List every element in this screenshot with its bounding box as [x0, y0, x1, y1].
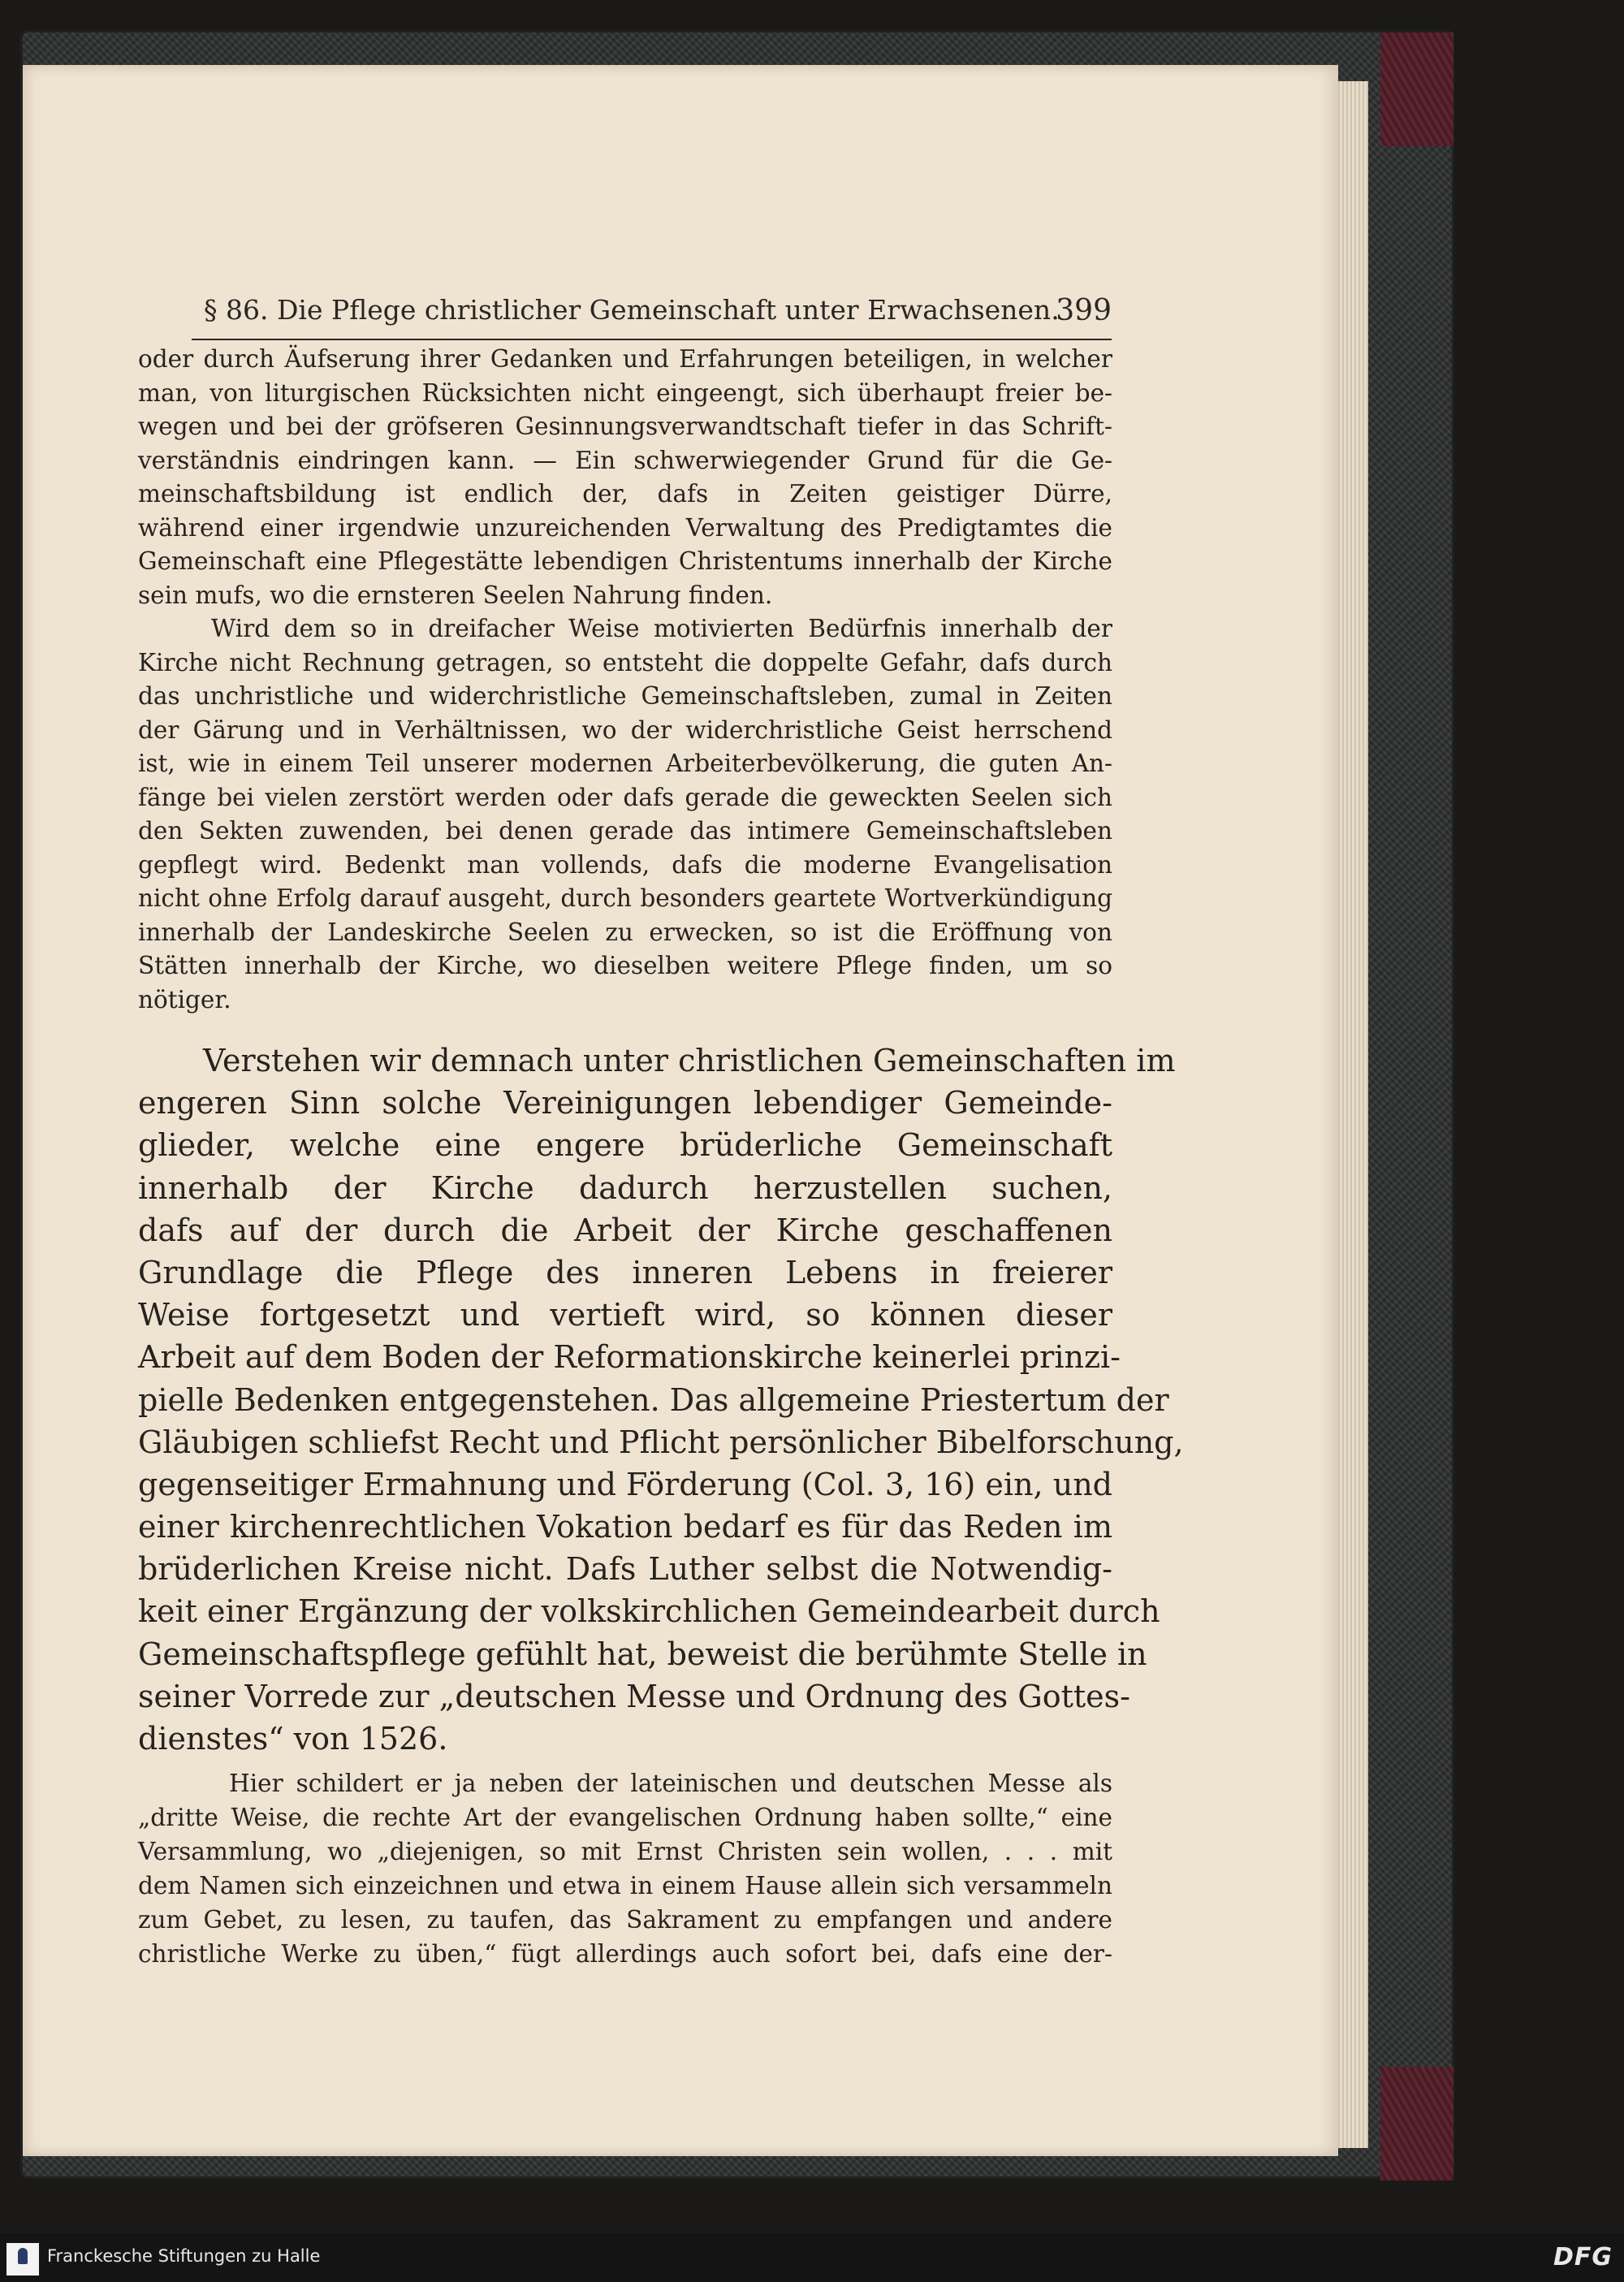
book-page	[23, 65, 1338, 2156]
text-line: sein mufs, wo die ernsteren Seelen Nahrung finden.	[138, 581, 773, 609]
text-line: einer kirchenrechtlichen Vokation bedarf es für das Reden im	[138, 1509, 1112, 1545]
institution-name: Franckesche Stiftungen zu Halle	[47, 2246, 321, 2266]
text-line: nicht ohne Erfolg darauf ausgeht, durch besonders geartete Wortverkündigung	[138, 884, 1112, 912]
text-line: den Sekten zuwenden, bei denen gerade das intimere Gemeinschaftsleben	[138, 817, 1112, 845]
text-line: Weise fortgesetzt und vertieft wird, so können dieser	[138, 1297, 1112, 1333]
text-line: ist, wie in einem Teil unserer modernen Arbeiterbevölkerung, die guten An-	[138, 750, 1112, 777]
text-line: keit einer Ergänzung der volkskirchlichen Gemeindearbeit durch	[138, 1593, 1160, 1630]
text-line: Gemeinschaft eine Pflegestätte lebendigen Christentums innerhalb der Kirche	[138, 547, 1112, 575]
viewer-footer	[0, 2233, 1624, 2282]
text-line: christliche Werke zu üben,“ fügt allerdings auch sofort bei, dafs eine der-	[138, 1940, 1112, 1968]
text-line: fänge bei vielen zerstört werden oder dafs gerade die geweckten Seelen sich	[138, 783, 1112, 811]
text-line: innerhalb der Landeskirche Seelen zu erwecken, so ist die Eröffnung von	[138, 918, 1112, 946]
text-line: während einer irgendwie unzureichenden Verwaltung des Predigtamtes die	[138, 513, 1112, 542]
text-line: brüderlichen Kreise nicht. Dafs Luther selbst die Notwendig-	[138, 1551, 1112, 1588]
text-line: Wird dem so in dreifacher Weise motivierten Bedürfnis innerhalb der	[211, 615, 1112, 642]
cover-corner-bottom	[1380, 2067, 1453, 2180]
text-line: dem Namen sich einzeichnen und etwa in einem Hause allein sich versammeln	[138, 1872, 1112, 1900]
text-line: der Gärung und in Verhältnissen, wo der widerchristliche Geist herrschend	[138, 715, 1112, 744]
text-line: Hier schildert er ja neben der lateinischen und deutschen Messe als	[229, 1770, 1112, 1797]
body-small-text	[138, 343, 1112, 1017]
text-line: oder durch Äufserung ihrer Gedanken und Erfahrungen beteiligen, in welcher	[138, 345, 1112, 373]
text-line: engeren Sinn solche Vereinigungen lebendiger Gemeinde-	[138, 1085, 1112, 1122]
text-line: man, von liturgischen Rücksichten nicht eingeengt, sich überhaupt freier be-	[138, 378, 1112, 407]
cover-corner-top	[1380, 32, 1453, 146]
text-line: Gemeinschaftspflege gefühlt hat, beweist die berühmte Stelle in	[138, 1636, 1147, 1672]
text-line: nötiger.	[138, 985, 231, 1014]
dfg-logo: DFG	[1553, 2243, 1613, 2271]
text-line: wegen und bei der gröfseren Gesinnungsverwandtschaft tiefer in das Schrift-	[138, 413, 1112, 440]
text-line: innerhalb der Kirche dadurch herzustellen suchen,	[138, 1169, 1112, 1206]
text-line: gegenseitiger Ermahnung und Förderung (Col. 3, 16) ein, und	[138, 1466, 1112, 1502]
text-line: Verstehen wir demnach unter christlichen Gemeinschaften im	[203, 1043, 1176, 1078]
text-line: „dritte Weise, die rechte Art der evangelischen Ordnung haben sollte,“ eine	[138, 1804, 1112, 1831]
text-line: seiner Vorrede zur „deutschen Messe und Ordnung des Gottes-	[138, 1678, 1130, 1714]
institution-logo	[6, 2243, 39, 2276]
body-large-text	[138, 1039, 1184, 1760]
text-line: meinschaftsbildung ist endlich der, dafs in Zeiten geistiger Dürre,	[138, 480, 1112, 508]
text-line: Versammlung, wo „diejenigen, so mit Ernst Christen sein wollen, . . . mit	[138, 1838, 1112, 1865]
text-line: dienstes“ von 1526.	[138, 1721, 448, 1757]
text-line: Grundlage die Pflege des inneren Lebens in freierer	[138, 1254, 1112, 1290]
text-line: verständnis eindringen kann. — Ein schwerwiegender Grund für die Ge-	[138, 446, 1112, 474]
text-line: gepflegt wird. Bedenkt man vollends, dafs die moderne Evangelisation	[138, 850, 1112, 879]
page-number: 399	[1056, 294, 1112, 327]
text-line: das unchristliche und widerchristliche Gemeinschaftsleben, zumal in Zeiten	[138, 682, 1112, 710]
body-small-text-bottom	[138, 1766, 1112, 1971]
text-line: pielle Bedenken entgegenstehen. Das allgemeine Priestertum der	[138, 1381, 1169, 1418]
text-line: zum Gebet, zu lesen, zu taufen, das Sakrament zu empfangen und andere	[138, 1906, 1112, 1934]
text-line: glieder, welche eine engere brüderliche Gemeinschaft	[138, 1127, 1112, 1164]
text-line: Gläubigen schliefst Recht und Pflicht persönlicher Bibelforschung,	[138, 1424, 1184, 1460]
text-line: Kirche nicht Rechnung getragen, so entsteht die doppelte Gefahr, dafs durch	[138, 648, 1112, 676]
running-header	[192, 290, 1112, 340]
text-line: dafs auf der durch die Arbeit der Kirche geschaffenen	[138, 1212, 1112, 1248]
text-line: Stätten innerhalb der Kirche, wo dieselben weitere Pflege finden, um so	[138, 952, 1112, 979]
running-title: § 86. Die Pflege christlicher Gemeinschaft unter Erwachsenen.	[204, 294, 1060, 326]
text-line: Arbeit auf dem Boden der Reformationskirche keinerlei prinzi-	[138, 1339, 1121, 1376]
